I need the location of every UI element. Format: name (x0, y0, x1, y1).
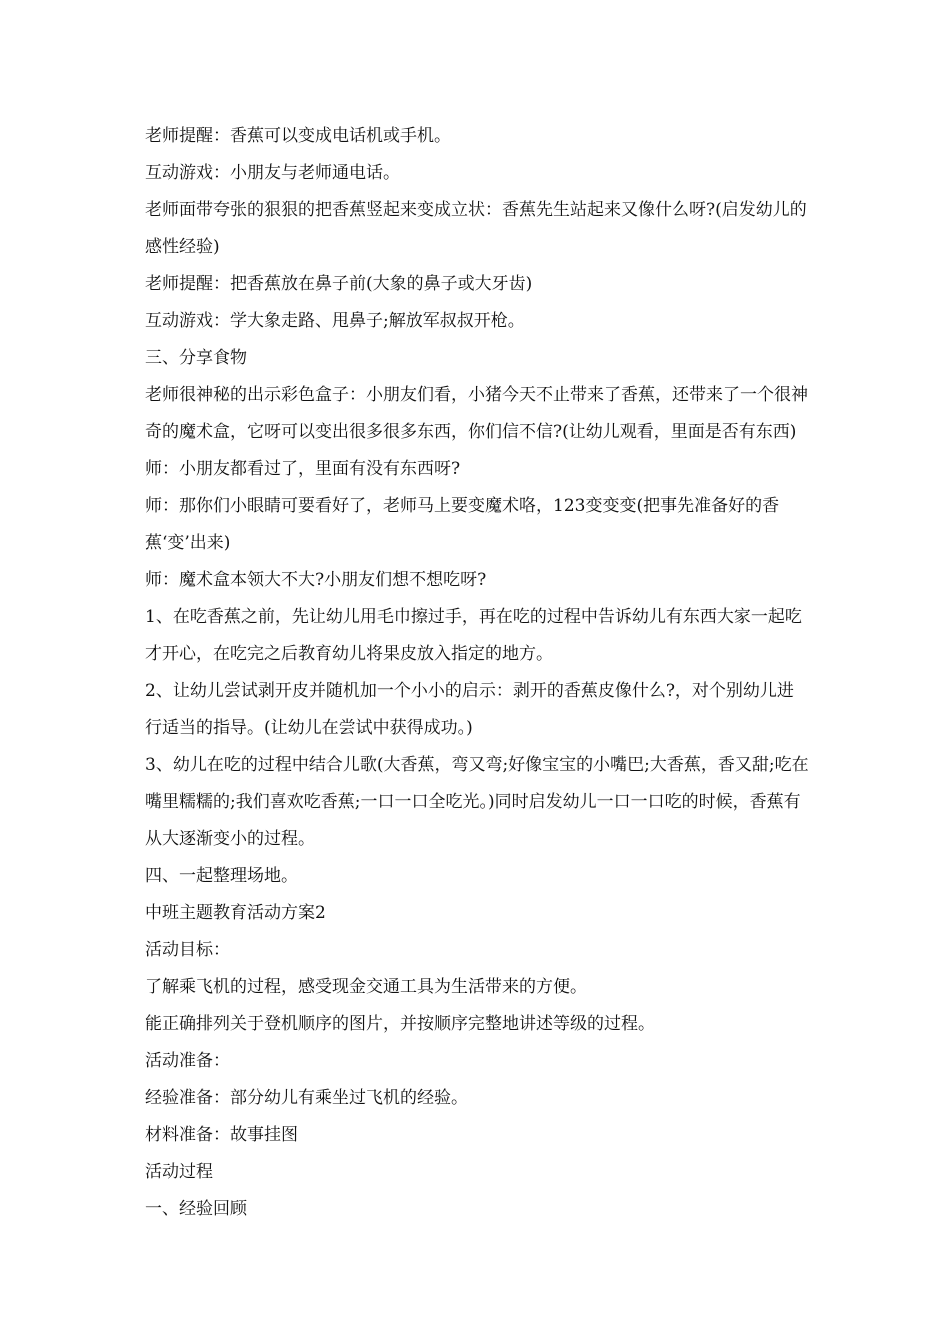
list-item: 2、让幼儿尝试剥开皮并随机加一个小小的启示：剥开的香蕉皮像什么?，对个别幼儿进行适当的指导。(让幼儿在尝试中获得成功。) (145, 681, 794, 738)
list-item: 3、幼儿在吃的过程中结合儿歌(大香蕉，弯又弯;好像宝宝的小嘴巴;大香蕉，香又甜;吃在嘴里糯糯的;我们喜欢吃香蕉;一口一口全吃光。)同时启发幼儿一口一口吃的时候，香蕉有从大逐渐变小的过程。 (145, 755, 809, 849)
list-item: 1、在吃香蕉之前，先让幼儿用毛巾擦过手，再在吃的过程中告诉幼儿有东西大家一起吃才开心，在吃完之后教育幼儿将果皮放入指定的地方。 (145, 607, 802, 664)
paragraph: 了解乘飞机的过程，感受现金交通工具为生活带来的方便。 (145, 977, 587, 997)
paragraph: 老师面带夸张的狠狠的把香蕉竖起来变成立状：香蕉先生站起来又像什么呀?(启发幼儿的感性经验) (145, 200, 807, 257)
document-body (145, 118, 810, 1228)
paragraph: 互动游戏：学大象走路、甩鼻子;解放军叔叔开枪。 (145, 311, 525, 331)
paragraph: 材料准备：故事挂图 (145, 1125, 298, 1145)
section-heading: 三、分享食物 (145, 348, 247, 368)
section-heading: 活动过程 (145, 1162, 213, 1182)
section-heading: 四、一起整理场地。 (145, 866, 298, 886)
paragraph: 互动游戏：小朋友与老师通电话。 (145, 163, 400, 183)
paragraph: 师：小朋友都看过了，里面有没有东西呀? (145, 459, 461, 479)
paragraph: 老师提醒：香蕉可以变成电话机或手机。 (145, 126, 451, 146)
section-heading: 活动准备： (145, 1051, 230, 1071)
paragraph: 老师很神秘的出示彩色盒子：小朋友们看，小猪今天不止带来了香蕉，还带来了一个很神奇的魔术盒，它呀可以变出很多很多东西，你们信不信?(让幼儿观看，里面是否有东西) (145, 385, 808, 442)
section-heading: 活动目标： (145, 940, 230, 960)
paragraph: 师：那你们小眼睛可要看好了，老师马上要变魔术咯，123变变变(把事先准备好的香蕉‘变’出来) (145, 496, 780, 553)
paragraph: 经验准备：部分幼儿有乘坐过飞机的经验。 (145, 1088, 468, 1108)
document-title: 中班主题教育活动方案2 (145, 903, 326, 923)
paragraph: 能正确排列关于登机顺序的图片，并按顺序完整地讲述等级的过程。 (145, 1014, 655, 1034)
paragraph: 老师提醒：把香蕉放在鼻子前(大象的鼻子或大牙齿) (145, 274, 533, 294)
section-heading: 一、经验回顾 (145, 1199, 247, 1219)
paragraph: 师：魔术盒本领大不大?小朋友们想不想吃呀? (145, 570, 487, 590)
